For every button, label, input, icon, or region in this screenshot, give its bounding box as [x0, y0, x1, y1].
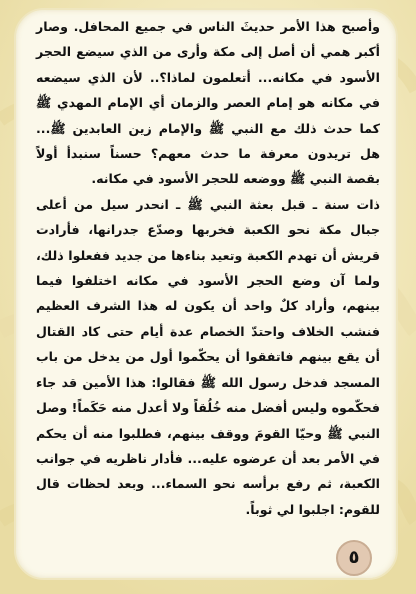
paragraph-1: وأصبح هذا الأمر حديثَ الناس في جميع المحافل. وصار أكبر همي أن أصل إلى مكة وأرى من الذي سيضع الحجر الأسود في مكانه... أتعلمون لماذا؟.. لأن الذي سيضعه في مكانه هو إمام العصر والزمان أي الإمام المهدي ﷺ كما حدث ذلك مع النبي ﷺ والإمام زين العابدين ﷺ... هل تريدون معرفة ما حدث معهم؟ حسناً سنبدأ أولاً بقصة النبي ﷺ ووضعه للحجر الأسود في مكانه.: [36, 19, 380, 187]
paragraph-2: ذات سنة ـ قبل بعثة النبي ﷺ ـ انحدر سيل من أعلى جبال مكة نحو الكعبة فخربها وصدّع جدرانها، فأرادت قريش أن تهدم الكعبة وتعيد بناءها من جديد ففعلوا ذلك، ولما آن وضع الحجر الأسود في مكانه اختلفوا فيما بينهم، وأراد كلٌ واحد أن يكون له هذا الشرف العظيم فنشب الخلاف واحتدّ الخصام عدة أيام حتى كاد القتال أن يقع بينهم فاتفقوا أن يحكّموا أول من يدخل من باب المسجد فدخل رسول الله ﷺ فقالوا: هذا الأمين قد جاء فحكّموه وليس أفضل منه خُلُقاً ولا أعدل منه حَكَماً! وصل النبي ﷺ وحيّا القومَ ووقف بينهم، فطلبوا منه أن يحكم في الأمر بعد أن عرضوه عليه... فأدار ناظريه في جوانب الكعبة، ثم رفع برأسه نحو السماء... وبعد لحظات قال للقوم: اجلبوا لي ثوباً.: [36, 196, 380, 517]
page-number-badge: ٥: [336, 540, 372, 576]
story-text: [36, 14, 380, 522]
